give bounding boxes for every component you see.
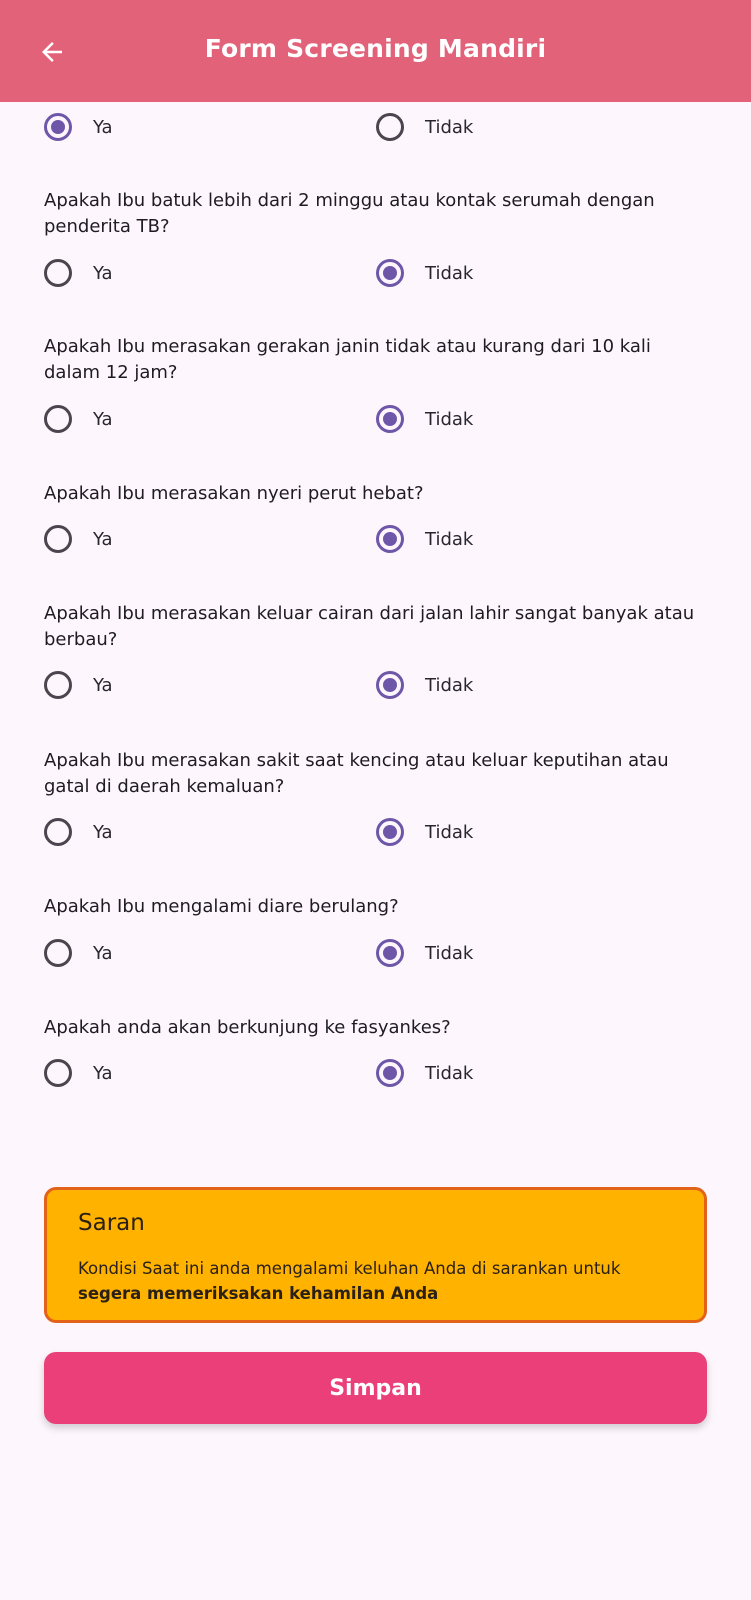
question-text: Apakah Ibu mengalami diare berulang?	[44, 896, 399, 917]
radio-option-tidak[interactable]	[376, 251, 473, 295]
question-text: Apakah Ibu batuk lebih dari 2 minggu atau kontak serumah dengan penderita TB?	[44, 190, 655, 237]
option-label: Tidak	[425, 1062, 474, 1084]
radio-option-tidak[interactable]	[376, 931, 473, 975]
radio-option-tidak[interactable]	[376, 810, 473, 854]
radio-option-ya[interactable]	[44, 663, 113, 707]
radio-ya-q2[interactable]	[44, 405, 72, 433]
option-label: Ya	[93, 116, 113, 138]
radio-tidak-q5[interactable]	[376, 818, 404, 846]
answer-row-q5	[0, 810, 751, 854]
radio-option-tidak[interactable]	[376, 517, 473, 561]
answer-row-q2	[0, 397, 751, 441]
option-label: Ya	[93, 821, 113, 843]
option-label: Tidak	[425, 674, 474, 696]
radio-ya-q1[interactable]	[44, 259, 72, 287]
suggestion-title: Saran	[78, 1210, 145, 1236]
answer-row-q0	[0, 105, 751, 149]
radio-tidak-q3[interactable]	[376, 525, 404, 553]
page-title: Form Screening Mandiri	[204, 34, 547, 63]
radio-option-ya[interactable]	[44, 517, 113, 561]
radio-ya-q3[interactable]	[44, 525, 72, 553]
option-label: Tidak	[425, 408, 474, 430]
suggestion-card	[44, 1187, 707, 1323]
radio-option-ya[interactable]	[44, 1051, 113, 1095]
answer-row-q7	[0, 1051, 751, 1095]
question-text: Apakah Ibu merasakan nyeri perut hebat?	[44, 483, 424, 504]
radio-tidak-q7[interactable]	[376, 1059, 404, 1087]
option-label: Ya	[93, 674, 113, 696]
answer-row-q3	[0, 517, 751, 561]
radio-tidak-q4[interactable]	[376, 671, 404, 699]
option-label: Ya	[93, 942, 113, 964]
suggestion-emphasis: segera memeriksakan kehamilan Anda	[78, 1284, 439, 1303]
option-label: Ya	[93, 408, 113, 430]
radio-option-ya[interactable]	[44, 105, 113, 149]
app-bar	[0, 0, 751, 102]
option-label: Ya	[93, 1062, 113, 1084]
option-label: Tidak	[425, 262, 474, 284]
option-label: Tidak	[425, 116, 474, 138]
radio-ya-q5[interactable]	[44, 818, 72, 846]
option-label: Tidak	[425, 528, 474, 550]
radio-option-tidak[interactable]	[376, 397, 473, 441]
answer-row-q6	[0, 931, 751, 975]
radio-tidak-q6[interactable]	[376, 939, 404, 967]
radio-tidak-q2[interactable]	[376, 405, 404, 433]
save-button[interactable]: Simpan	[44, 1352, 707, 1424]
question-text: Apakah Ibu merasakan sakit saat kencing atau keluar keputihan atau gatal di daerah kemaluan?	[44, 750, 669, 797]
option-label: Ya	[93, 528, 113, 550]
answer-row-q1	[0, 251, 751, 295]
radio-option-ya[interactable]	[44, 251, 113, 295]
radio-option-ya[interactable]	[44, 810, 113, 854]
suggestion-text	[78, 1256, 678, 1306]
radio-ya-q6[interactable]	[44, 939, 72, 967]
radio-option-tidak[interactable]	[376, 105, 473, 149]
radio-option-tidak[interactable]	[376, 1051, 473, 1095]
radio-tidak-q1[interactable]	[376, 259, 404, 287]
option-label: Tidak	[425, 821, 474, 843]
radio-ya-q0[interactable]	[44, 113, 72, 141]
radio-tidak-q0[interactable]	[376, 113, 404, 141]
radio-option-ya[interactable]	[44, 397, 113, 441]
radio-option-tidak[interactable]	[376, 663, 473, 707]
suggestion-body: Kondisi Saat ini anda mengalami keluhan Anda di sarankan untuk	[78, 1259, 621, 1278]
question-text: Apakah Ibu merasakan gerakan janin tidak atau kurang dari 10 kali dalam 12 jam?	[44, 336, 651, 383]
option-label: Ya	[93, 262, 113, 284]
radio-ya-q4[interactable]	[44, 671, 72, 699]
option-label: Tidak	[425, 942, 474, 964]
answer-row-q4	[0, 663, 751, 707]
question-text: Apakah anda akan berkunjung ke fasyankes?	[44, 1017, 451, 1038]
question-text: Apakah Ibu merasakan keluar cairan dari jalan lahir sangat banyak atau berbau?	[44, 603, 695, 650]
radio-ya-q7[interactable]	[44, 1059, 72, 1087]
radio-option-ya[interactable]	[44, 931, 113, 975]
